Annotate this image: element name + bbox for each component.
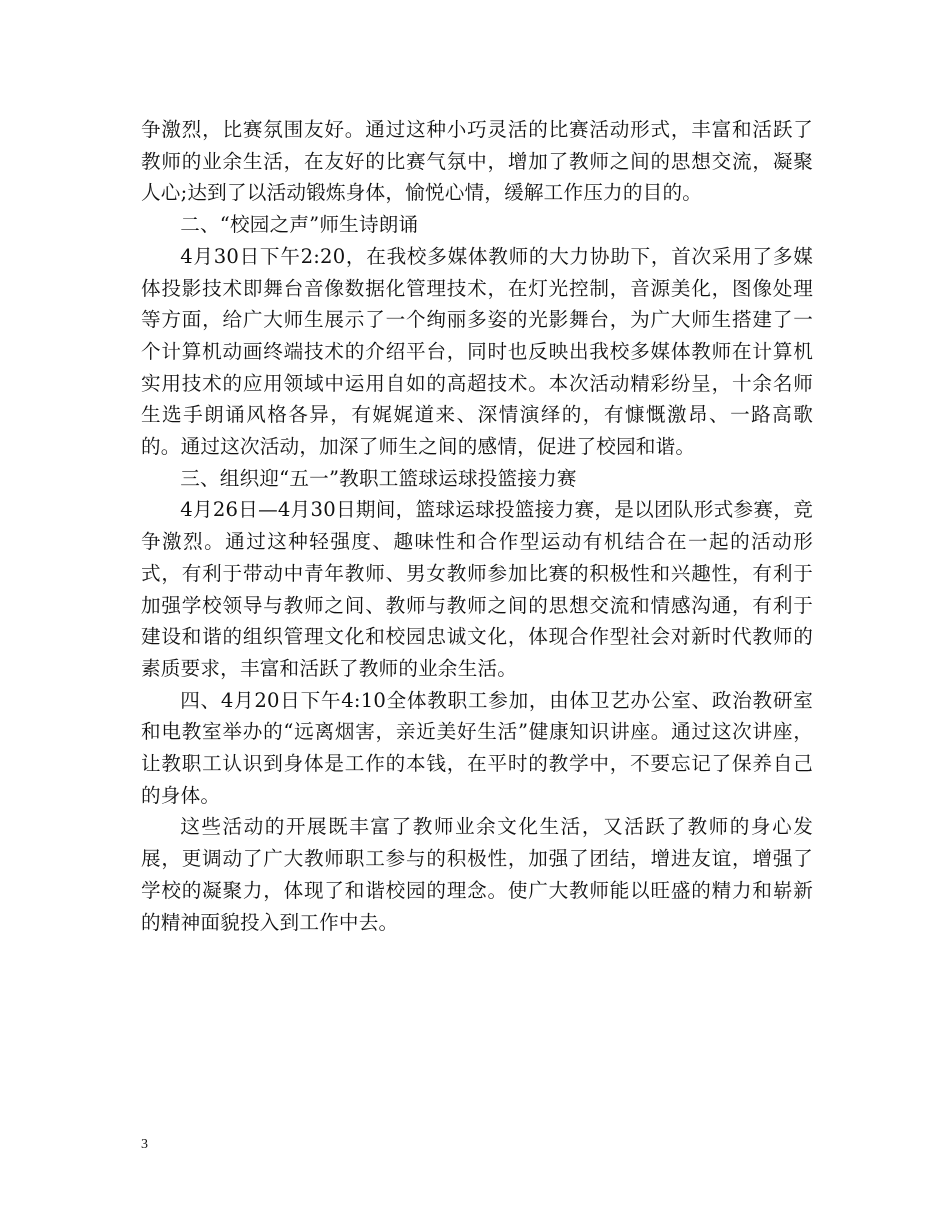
paragraph-7: 这些活动的开展既丰富了教师业余文化生活，又活跃了教师的身心发展，更调动了广大教师职工参与的积极性，加强了团结，增进友谊，增强了学校的凝聚力，体现了和谐校园的理念。使广大教师能以旺盛的精力和崭新的精神面貌投入到工作中去。 xyxy=(141,815,813,934)
paragraph-1: 争激烈，比赛氛围友好。通过这种小巧灵活的比赛活动形式，丰富和活跃了教师的业余生活，在友好的比赛气氛中，增加了教师之间的思想交流，凝聚人心;达到了以活动锻炼身体，愉悦心情，缓解工作压力的目的。 xyxy=(141,118,813,205)
section-heading-2: 二、“校园之声”师生诗朗诵 xyxy=(180,213,419,237)
document-body xyxy=(141,114,813,938)
paragraph-5: 4月26日—4月30日期间，篮球运球投篮接力赛，是以团队形式参赛，竞争激烈。通过这种轻强度、趣味性和合作型运动有机结合在一起的活动形式，有利于带动中青年教师、男女教师参加比赛的积极性和兴趣性，有利于加强学校领导与教师之间、教师与教师之间的思想交流和情感沟通，有利于建设和谐的组织管理文化和校园忠诚文化，体现合作型社会对新时代教师的素质要求，丰富和活跃了教师的业余生活。 xyxy=(141,498,813,680)
paragraph-3: 4月30日下午2:20，在我校多媒体教师的大力协助下，首次采用了多媒体投影技术即舞台音像数据化管理技术，在灯光控制，音源美化，图像处理等方面，给广大师生展示了一个绚丽多姿的光影舞台，为广大师生搭建了一个计算机动画终端技术的介绍平台，同时也反映出我校多媒体教师在计算机实用技术的应用领域中运用自如的高超技术。本次活动精彩纷呈，十余名师生选手朗诵风格各异，有娓娓道来、深情演绎的，有慷慨激昂、一路高歌的。通过这次活动，加深了师生之间的感情，促进了校园和谐。 xyxy=(141,244,813,459)
page-number: 3 xyxy=(141,1137,148,1152)
paragraph-6: 四、4月20日下午4:10全体教职工参加，由体卫艺办公室、政治教研室和电教室举办的“远离烟害，亲近美好生活”健康知识讲座。通过这次讲座，让教职工认识到身体是工作的本钱，在平时的教学中，不要忘记了保养自己的身体。 xyxy=(141,688,813,807)
section-heading-3: 三、组织迎“五一”教职工篮球运球投篮接力赛 xyxy=(180,466,577,490)
